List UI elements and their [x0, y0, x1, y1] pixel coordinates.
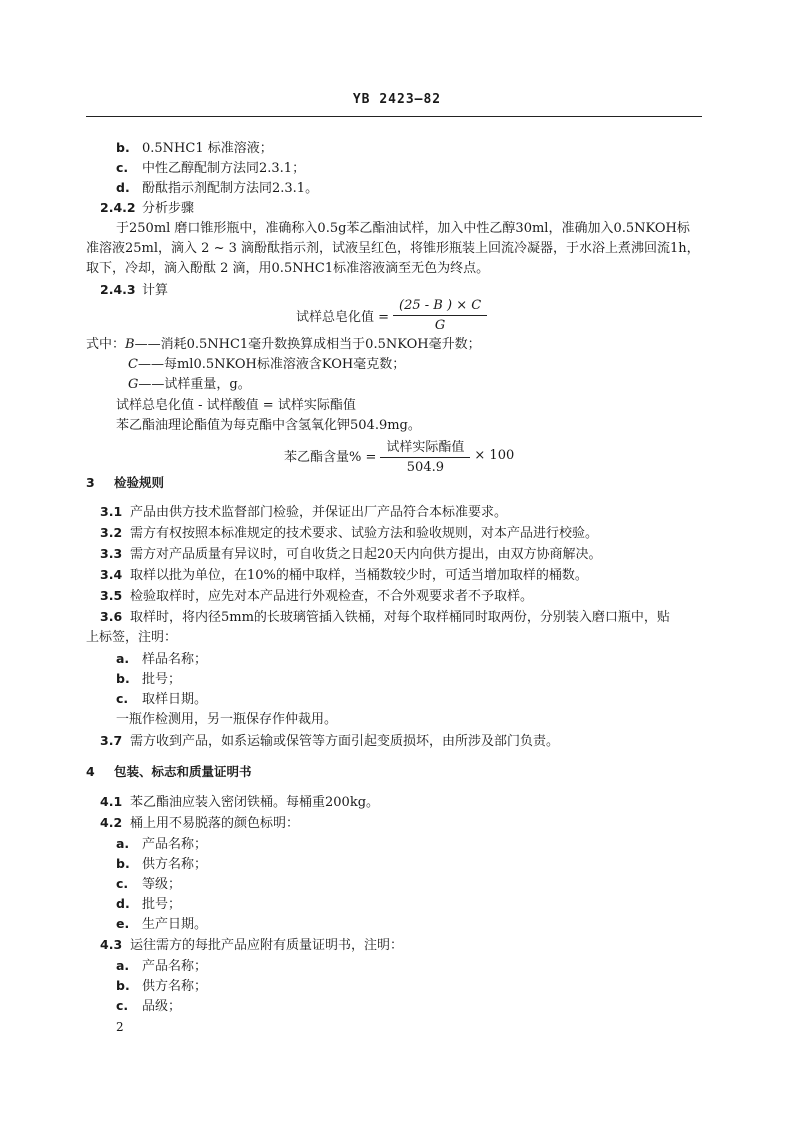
reagent-item: c. 中性乙醇配制方法同2.3.1； — [116, 160, 306, 176]
ester-content-formula — [284, 436, 514, 475]
formula-numerator: 试样实际酯值 — [380, 436, 470, 458]
variable-definition: G——试样重量，g。 — [128, 377, 251, 392]
clause-3-5: 3.5 检验取样时，应先对本产品进行外观检查，不合外观要求者不予取样。 — [100, 588, 534, 604]
note-line: 试样总皂化值 - 试样酸值 = 试样实际酯值 — [116, 398, 356, 413]
section-heading-2-4-3: 2.4.3 计算 — [100, 282, 169, 298]
clause-4-2: 4.2 桶上用不易脱落的颜色标明： — [100, 815, 300, 831]
clause-3-7: 3.7 需方收到产品，如系运输或保管等方面引起变质损坏，由所涉及部门负责。 — [100, 733, 560, 749]
variable-definition: C——每ml0.5NKOH标准溶液含KOH毫克数； — [128, 357, 406, 372]
clause-3-3: 3.3 需方对产品质量有异议时，可自收货之日起20天内向供方提出，由双方协商解决。 — [100, 546, 602, 562]
list-item: c. 取样日期。 — [116, 691, 208, 707]
page-number: 2 — [116, 1020, 124, 1034]
clause-3-1: 3.1 产品由供方技术监督部门检验，并保证出厂产品符合本标准要求。 — [100, 504, 508, 520]
formula-fraction — [393, 298, 487, 333]
list-item: c. 品级； — [116, 998, 182, 1014]
standard-header: YB 2423—82 — [352, 92, 442, 107]
formula-rhs: × 100 — [474, 448, 515, 463]
note-line: 苯乙酯油理论酯值为每克酯中含氢氧化钾504.9mg。 — [116, 418, 421, 433]
list-item: b. 供方名称； — [116, 856, 208, 872]
paragraph-line: 一瓶作检测用，另一瓶保存作仲裁用。 — [116, 712, 338, 727]
list-item: c. 等级； — [116, 876, 182, 892]
header-rule — [86, 116, 702, 117]
clause-3-6-continued: 上标签，注明： — [86, 630, 178, 645]
list-item: a. 样品名称； — [116, 651, 208, 667]
list-item: d. 批号； — [116, 896, 182, 912]
paragraph-line: 于250ml 磨口锥形瓶中，准确称入0.5g苯乙酯油试样，加入中性乙醇30ml，准确加入0.5NKOH标 — [116, 221, 690, 236]
saponification-formula — [296, 298, 491, 333]
clause-3-6: 3.6 取样时，将内径5mm的长玻璃管插入铁桶，对每个取样桶同时取两份，分别装入磨口瓶中，贴 — [100, 609, 670, 625]
formula-lhs: 试样总皂化值 = — [296, 310, 390, 325]
clause-4-3: 4.3 运往需方的每批产品应附有质量证明书，注明： — [100, 937, 404, 953]
paragraph-line: 取下，冷却，滴入酚酞 2 滴，用0.5NHC1标准溶液滴至无色为终点。 — [86, 261, 490, 276]
list-item: a. 产品名称； — [116, 836, 208, 852]
formula-lhs: 苯乙酯含量% = — [284, 450, 377, 465]
list-item: e. 生产日期。 — [116, 916, 208, 932]
section-heading-3: 3 检验规则 — [86, 475, 165, 490]
section-heading-4: 4 包装、标志和质量证明书 — [86, 764, 252, 779]
variable-definition: 式中：B——消耗0.5NHC1毫升数换算成相当于0.5NKOH毫升数； — [86, 337, 481, 352]
list-item: b. 批号； — [116, 671, 182, 687]
formula-fraction — [380, 436, 470, 475]
section-heading-2-4-2: 2.4.2 分析步骤 — [100, 200, 195, 216]
formula-denominator: G — [434, 318, 446, 333]
list-item: b. 供方名称； — [116, 978, 208, 994]
clause-4-1: 4.1 苯乙酯油应装入密闭铁桶。每桶重200kg。 — [100, 794, 380, 810]
clause-3-2: 3.2 需方有权按照本标准规定的技术要求、试验方法和验收规则，对本产品进行校验。 — [100, 525, 599, 541]
paragraph-line: 准溶液25ml，滴入 2 ~ 3 滴酚酞指示剂，试液呈红色，将锥形瓶装上回流冷凝器，于水浴上煮沸回流1h， — [86, 241, 700, 256]
formula-denominator: 504.9 — [406, 460, 444, 475]
list-item: a. 产品名称； — [116, 958, 208, 974]
reagent-item: d. 酚酞指示剂配制方法同2.3.1。 — [116, 180, 319, 196]
clause-3-4: 3.4 取样以批为单位，在10%的桶中取样，当桶数较少时，可适当增加取样的桶数。 — [100, 567, 588, 583]
formula-numerator: (25 - B ) × C — [393, 298, 487, 316]
reagent-item: b. 0.5NHC1 标准溶液； — [116, 140, 273, 156]
